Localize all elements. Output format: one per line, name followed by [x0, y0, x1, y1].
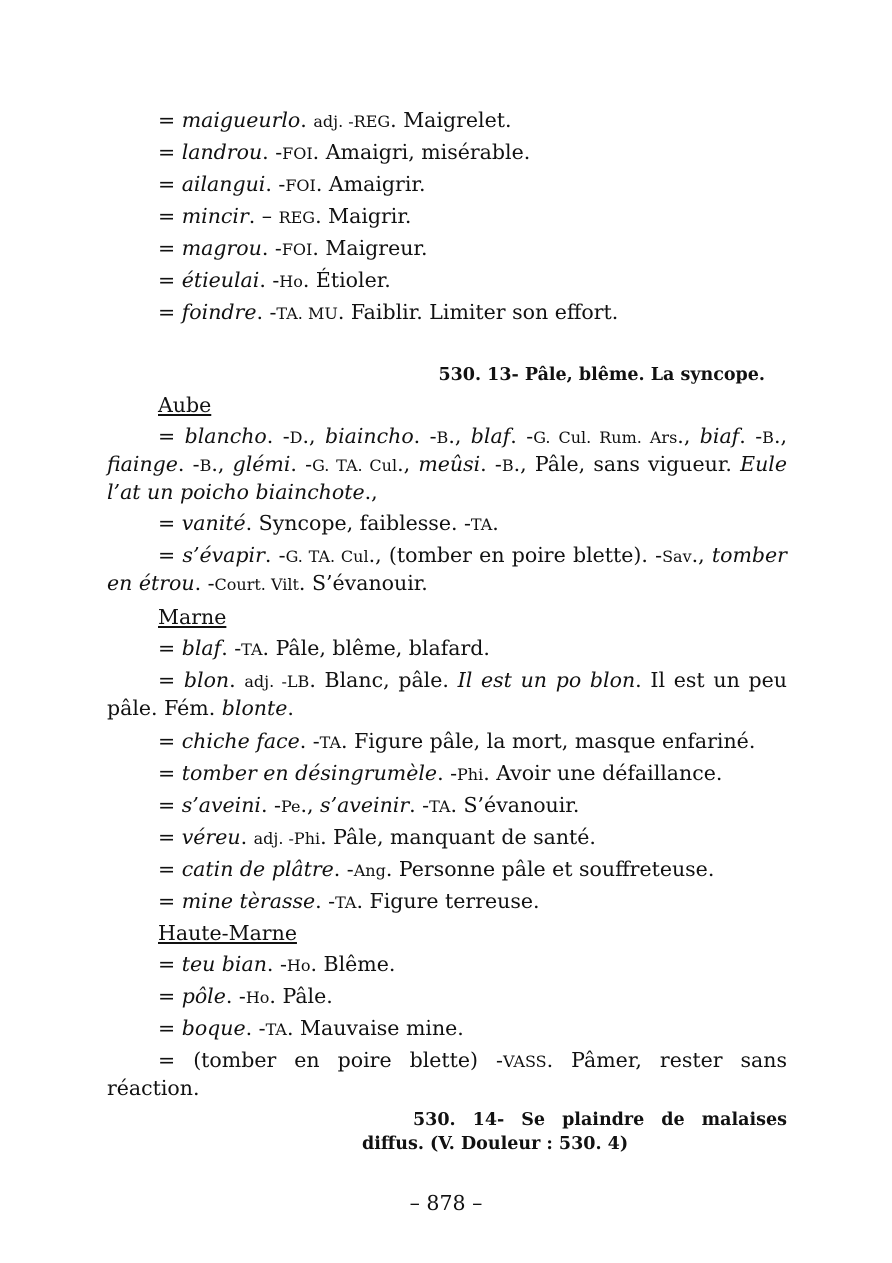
entry-segment: =	[158, 825, 182, 849]
region-heading-aube: Aube	[158, 393, 212, 417]
entry-line	[107, 726, 787, 758]
entry-segment: ailangui	[181, 172, 266, 196]
entry-segment: =	[158, 300, 182, 324]
entry-line	[107, 854, 787, 886]
entry-segment: =	[158, 793, 182, 817]
entry-list	[107, 105, 787, 329]
entry-segment: foindre	[181, 300, 257, 324]
entry-line	[107, 949, 787, 981]
entry-segment: . -	[261, 793, 281, 817]
entry-line	[107, 981, 787, 1013]
entry-segment: .	[240, 825, 254, 849]
entry-segment: s’aveini	[181, 793, 261, 817]
entry-segment: . -	[262, 140, 283, 164]
entry-segment: . -	[261, 236, 282, 260]
entry-segment: =	[158, 140, 182, 164]
entry-line	[107, 201, 787, 233]
entry-line	[107, 169, 787, 201]
entry-segment: =	[158, 172, 182, 196]
entry-segment: Pe	[280, 797, 301, 816]
entry-paragraph: = s’évapir. -G. TA. Cul., (tomber en poire blette). -Sav., tomber en étrou. -Court. Vilt. S’évanouir.	[107, 543, 787, 595]
entry-segment: FOI	[281, 240, 313, 259]
entry-segment: . Avoir une défaillance.	[483, 761, 723, 785]
entry-segment: . Maigrelet.	[390, 108, 512, 132]
entry-segment: magrou	[181, 236, 262, 260]
entry-segment: FOI	[282, 144, 313, 163]
entry-segment: . Faiblir. Limiter son effort.	[337, 300, 619, 324]
entry-segment: . S’évanouir.	[450, 793, 580, 817]
entry-segment: . Blême.	[310, 952, 396, 976]
entry-paragraph: = (tomber en poire blette) -VASS. Pâmer, rester sans réaction.	[107, 1048, 787, 1100]
section-heading-530-14: 530. 14- Se plaindre de malaises diffus. (V. Douleur : 530. 4)	[362, 1110, 787, 1154]
entry-line	[107, 105, 787, 137]
entry-segment: tomber en désingrumèle	[181, 761, 438, 785]
entry-segment: . Mauvaise mine.	[286, 1016, 464, 1040]
entry-segment: adj. -REG	[313, 112, 391, 131]
entry-segment: . Amaigri, misérable.	[312, 140, 531, 164]
entry-segment: s’aveinir	[320, 793, 410, 817]
entry-segment: étieulai	[181, 268, 260, 292]
entry-segment: =	[158, 984, 182, 1008]
entry-segment: . -	[259, 268, 280, 292]
entry-segment: =	[158, 889, 182, 913]
entry-segment: . Étioler.	[302, 268, 391, 292]
entry-segment: . Pâle.	[269, 984, 333, 1008]
entry-segment: . -	[266, 952, 287, 976]
entry-segment: . -	[225, 984, 246, 1008]
entry-segment: . -	[265, 172, 286, 196]
entry-segment: =	[158, 108, 182, 132]
entry-segment: teu bian	[181, 952, 267, 976]
entry-line	[107, 297, 787, 329]
entry-segment: . -	[245, 1016, 266, 1040]
entry-list	[107, 949, 787, 1045]
entry-segment: . –	[248, 204, 279, 228]
entry-segment: =	[158, 857, 182, 881]
entry-segment: . -	[315, 889, 336, 913]
entry-segment: boque	[181, 1016, 246, 1040]
entry-segment: . Amaigrir.	[315, 172, 426, 196]
entry-line	[107, 233, 787, 265]
entry-segment: =	[158, 236, 182, 260]
region-heading-haute-marne: Haute-Marne	[158, 921, 297, 945]
entry-line	[107, 758, 787, 790]
entry-paragraph: = blancho. -D., biaincho. -B., blaf. -G. Cul. Rum. Ars., biaf. -B., fiainge. -B., glémi. -G. TA. Cul., meûsi. -B., Pâle, sans vigueur. Eule l’at un poicho biainchote.,	[107, 424, 787, 504]
page-body	[107, 105, 787, 1156]
entry-segment: . -	[437, 761, 458, 785]
entry-segment: =	[158, 729, 182, 753]
entry-segment: =	[158, 204, 182, 228]
entry-segment: Ang	[353, 861, 386, 880]
entry-list	[107, 726, 787, 918]
entry-segment: Ho	[245, 988, 270, 1007]
region-heading-marne: Marne	[158, 605, 227, 629]
entry-segment: . Maigreur.	[312, 236, 428, 260]
entry-segment: . Personne pâle et souffreteuse.	[385, 857, 715, 881]
section-heading-530-13: 530. 13- Pâle, blême. La syncope.	[438, 365, 765, 385]
entry-paragraph: = vanité. Syncope, faiblesse. -TA.	[158, 511, 499, 535]
entry-segment: . Figure terreuse.	[356, 889, 540, 913]
entry-segment: . Pâle, manquant de santé.	[320, 825, 596, 849]
entry-line	[107, 822, 787, 854]
entry-segment: . -	[256, 300, 277, 324]
entry-segment: chiche face	[181, 729, 300, 753]
entry-segment: . -	[409, 793, 430, 817]
entry-segment: catin de plâtre	[181, 857, 334, 881]
entry-segment: . -	[333, 857, 354, 881]
entry-segment: Ho	[286, 956, 311, 975]
entry-segment: maigueurlo	[181, 108, 301, 132]
entry-line	[107, 790, 787, 822]
entry-line: = blaf. -TA. Pâle, blême, blafard.	[158, 636, 490, 660]
page-number: – 878 –	[409, 1191, 483, 1215]
entry-segment: Ho	[279, 272, 303, 291]
entry-segment: . Figure pâle, la mort, masque enfariné.	[341, 729, 756, 753]
entry-segment: TA	[429, 797, 451, 816]
entry-segment: TA	[265, 1020, 287, 1039]
entry-line	[107, 137, 787, 169]
entry-segment: REG	[278, 208, 316, 227]
entry-segment: . -	[299, 729, 320, 753]
entry-segment: véreu	[181, 825, 241, 849]
entry-segment: TA. MU	[276, 304, 338, 323]
entry-segment: . Maigrir.	[315, 204, 412, 228]
entry-segment: =	[158, 761, 182, 785]
entry-segment: =	[158, 952, 182, 976]
entry-segment: mine tèrasse	[181, 889, 316, 913]
entry-segment: pôle	[181, 984, 226, 1008]
entry-line	[107, 1013, 787, 1045]
entry-line	[107, 886, 787, 918]
entry-segment: .,	[300, 793, 321, 817]
entry-paragraph: = blon. adj. -LB. Blanc, pâle. Il est un po blon. Il est un peu pâle. Fém. blonte.	[107, 668, 787, 720]
entry-segment: adj. -Phi	[253, 829, 321, 848]
entry-segment: =	[158, 268, 182, 292]
entry-segment: .	[300, 108, 314, 132]
entry-segment: =	[158, 1016, 182, 1040]
entry-segment: mincir	[181, 204, 249, 228]
entry-segment: TA	[319, 733, 342, 752]
entry-segment: TA	[335, 893, 357, 912]
entry-segment: FOI	[285, 176, 316, 195]
entry-segment: landrou	[181, 140, 263, 164]
entry-segment: Phi	[457, 765, 484, 784]
entry-line	[107, 265, 787, 297]
